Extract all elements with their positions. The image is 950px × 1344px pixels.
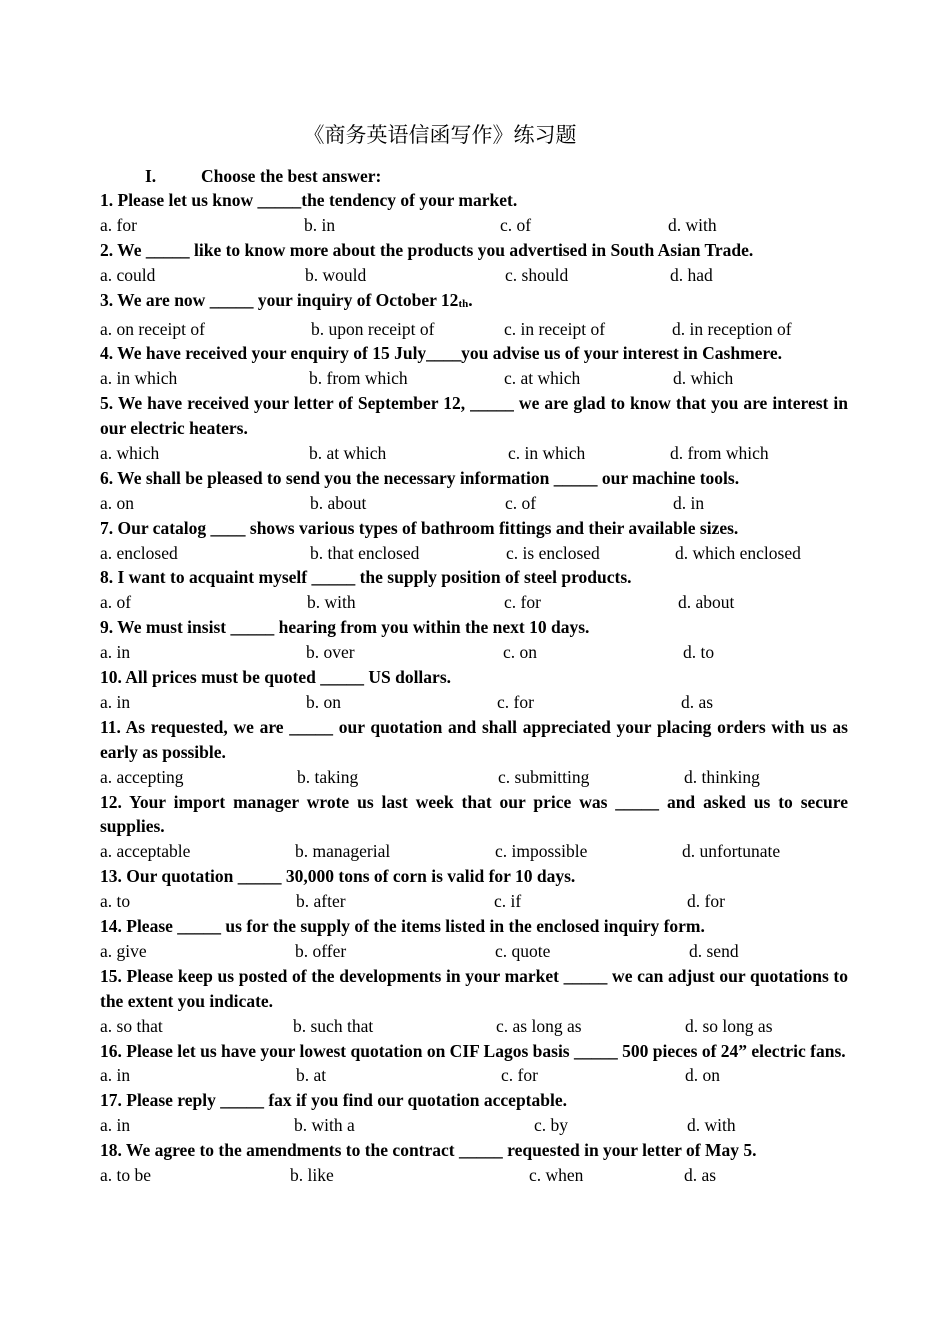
question-text: 10. All prices must be quoted _____ US dollars. <box>100 667 451 688</box>
answer-option-c[interactable]: c. submitting <box>498 766 590 787</box>
answer-option-a[interactable]: a. in <box>100 1115 131 1136</box>
question-text: 14. Please _____ us for the supply of the items listed in the enclosed inquiry form. <box>100 916 705 937</box>
answer-option-d[interactable]: d. which <box>673 368 734 389</box>
answer-option-a[interactable]: a. in <box>100 691 131 712</box>
options-row <box>100 366 848 391</box>
answer-option-a[interactable]: a. for <box>100 214 137 235</box>
answer-option-d[interactable]: d. send <box>689 940 739 961</box>
answer-option-c[interactable]: c. is enclosed <box>506 542 600 563</box>
options-row <box>100 1063 848 1088</box>
question-text: 18. We agree to the amendments to the contract _____ requested in your letter of May 5. <box>100 1140 757 1161</box>
page-title: 《商务英语信函写作》练习题 <box>303 123 577 147</box>
question-text: 9. We must insist _____ hearing from you within the next 10 days. <box>100 617 590 638</box>
question-7 <box>100 516 848 541</box>
question-8 <box>100 565 848 590</box>
answer-option-d[interactable]: d. thinking <box>684 766 760 787</box>
question-9 <box>100 615 848 640</box>
answer-option-d[interactable]: d. as <box>681 691 714 712</box>
answer-option-d[interactable]: d. for <box>687 891 725 912</box>
answer-option-b[interactable]: b. on <box>306 691 341 712</box>
question-14 <box>100 914 848 939</box>
question-17 <box>100 1088 848 1113</box>
question-list <box>100 188 848 1188</box>
answer-option-d[interactable]: d. about <box>678 592 735 613</box>
question-text: 6. We shall be pleased to send you the necessary information _____ our machine tools. <box>100 467 740 488</box>
answer-option-a[interactable]: a. in <box>100 1065 131 1086</box>
options-row <box>100 1014 848 1039</box>
answer-option-a[interactable]: a. enclosed <box>100 542 178 563</box>
answer-option-d[interactable]: d. on <box>685 1065 720 1086</box>
question-16 <box>100 1039 848 1064</box>
answer-option-d[interactable]: d. had <box>670 264 713 285</box>
question-text: 7. Our catalog ____ shows various types of bathroom fittings and their available sizes. <box>100 517 739 538</box>
answer-option-c[interactable]: c. impossible <box>495 841 588 862</box>
answer-option-c[interactable]: c. when <box>529 1165 584 1186</box>
answer-option-c[interactable]: c. by <box>534 1115 569 1136</box>
answer-option-b[interactable]: b. offer <box>295 940 347 961</box>
question-text: 12. Your import manager wrote us last week that our price was _____ and asked us to secure supplies. <box>100 791 848 837</box>
question-text: 15. Please keep us posted of the developments in your market _____ we can adjust our quotations to the extent you indicate. <box>100 965 848 1011</box>
question-tail: . <box>468 289 473 310</box>
options-row <box>100 213 848 238</box>
ordinal-suffix: th <box>458 297 469 310</box>
answer-option-a[interactable]: a. acceptable <box>100 841 191 862</box>
question-text: 16. Please let us have your lowest quotation on CIF Lagos basis _____ 500 pieces of 24” electric fans. <box>100 1040 846 1061</box>
answer-option-c[interactable]: c. for <box>501 1065 538 1086</box>
answer-option-b[interactable]: b. like <box>290 1165 334 1186</box>
question-text: 2. We _____ like to know more about the products you advertised in South Asian Trade. <box>100 239 754 260</box>
answer-option-d[interactable]: d. with <box>668 214 717 235</box>
options-row <box>100 1163 848 1188</box>
answer-option-b[interactable]: b. managerial <box>295 841 391 862</box>
answer-option-d[interactable]: d. to <box>683 642 715 663</box>
options-row <box>100 889 848 914</box>
answer-option-a[interactable]: a. give <box>100 940 147 961</box>
answer-option-a[interactable]: a. accepting <box>100 766 184 787</box>
answer-option-b[interactable]: b. over <box>306 642 355 663</box>
answer-option-b[interactable]: b. in <box>304 214 336 235</box>
section-label: Choose the best answer: <box>201 166 382 186</box>
answer-option-a[interactable]: a. to <box>100 891 131 912</box>
question-6 <box>100 466 848 491</box>
answer-option-d[interactable]: d. from which <box>670 443 769 463</box>
question-12 <box>100 790 848 840</box>
question-text: 8. I want to acquaint myself _____ the supply position of steel products. <box>100 567 632 588</box>
question-15 <box>100 964 848 1014</box>
answer-option-a[interactable]: a. in which <box>100 368 178 389</box>
question-5 <box>100 391 848 441</box>
section-heading <box>145 165 381 187</box>
options-row <box>100 541 848 566</box>
answer-option-c[interactable]: c. for <box>504 592 541 613</box>
answer-option-a[interactable]: a. in <box>100 642 131 663</box>
options-row <box>100 1113 848 1138</box>
question-text: 3. We are now _____ your inquiry of October 12 <box>100 289 459 310</box>
answer-option-d[interactable]: d. with <box>687 1115 736 1136</box>
options-row <box>100 765 848 790</box>
question-3 <box>100 288 848 317</box>
answer-option-d[interactable]: d. in reception of <box>672 318 792 339</box>
question-text: 4. We have received your enquiry of 15 July____you advise us of your interest in Cashmere. <box>100 343 783 364</box>
answer-option-a[interactable]: a. to be <box>100 1165 152 1186</box>
question-text: 1. Please let us know _____the tendency of your market. <box>100 190 518 210</box>
answer-option-c[interactable]: c. at which <box>504 368 581 389</box>
question-10 <box>100 665 848 690</box>
answer-option-b[interactable]: b. upon receipt of <box>311 318 435 339</box>
question-text: 5. We have received your letter of September 12, _____ we are glad to know that you are interest in our electric heaters. <box>100 393 848 439</box>
answer-option-d[interactable]: d. as <box>684 1165 717 1186</box>
answer-option-b[interactable]: b. with <box>307 592 356 613</box>
answer-option-b[interactable]: b. would <box>305 264 367 285</box>
answer-option-d[interactable]: d. which enclosed <box>675 542 801 563</box>
answer-option-b[interactable]: b. at which <box>309 443 387 463</box>
answer-option-d[interactable]: d. unfortunate <box>682 841 781 862</box>
answer-option-b[interactable]: b. about <box>310 492 367 513</box>
question-13 <box>100 864 848 889</box>
answer-option-c[interactable]: c. of <box>505 492 537 513</box>
answer-option-b[interactable]: b. at <box>296 1065 327 1086</box>
question-11 <box>100 715 848 765</box>
answer-option-a[interactable]: a. could <box>100 264 156 285</box>
options-row <box>100 263 848 288</box>
answer-option-c[interactable]: c. for <box>497 691 534 712</box>
answer-option-c[interactable]: c. in receipt of <box>504 318 606 339</box>
answer-option-c[interactable]: c. of <box>500 214 532 235</box>
answer-option-a[interactable]: a. of <box>100 592 132 613</box>
question-1 <box>100 188 848 213</box>
options-row <box>100 839 848 864</box>
answer-option-b[interactable]: b. after <box>296 891 346 912</box>
answer-option-c[interactable]: c. as long as <box>496 1015 582 1036</box>
options-row <box>100 491 848 516</box>
question-text: 11. As requested, we are _____ our quotation and shall appreciated your placing orders with us as early as possible. <box>100 716 848 762</box>
question-text: 17. Please reply _____ fax if you find our quotation acceptable. <box>100 1090 567 1111</box>
answer-option-b[interactable]: b. from which <box>309 368 408 389</box>
answer-option-a[interactable]: a. which <box>100 443 160 463</box>
answer-option-b[interactable]: b. taking <box>297 766 359 787</box>
options-row <box>100 939 848 964</box>
options-row <box>100 441 848 466</box>
options-row <box>100 640 848 665</box>
answer-option-a[interactable]: a. on receipt of <box>100 318 205 339</box>
answer-option-a[interactable]: a. on <box>100 492 135 513</box>
question-4 <box>100 341 848 366</box>
section-number: I. <box>145 166 157 186</box>
options-row <box>100 317 848 342</box>
answer-option-a[interactable]: a. so that <box>100 1015 163 1036</box>
answer-option-c[interactable]: c. on <box>503 642 538 663</box>
question-text: 13. Our quotation _____ 30,000 tons of corn is valid for 10 days. <box>100 866 576 887</box>
answer-option-c[interactable]: c. if <box>494 891 522 912</box>
answer-option-b[interactable]: b. that enclosed <box>310 542 420 563</box>
answer-option-d[interactable]: d. in <box>673 492 705 513</box>
answer-option-b[interactable]: b. such that <box>293 1015 374 1036</box>
answer-option-d[interactable]: d. so long as <box>685 1015 773 1036</box>
question-18 <box>100 1138 848 1163</box>
question-2 <box>100 238 848 263</box>
options-row <box>100 590 848 615</box>
answer-option-c[interactable]: c. quote <box>495 940 551 961</box>
answer-option-b[interactable]: b. with a <box>294 1115 355 1136</box>
options-row <box>100 690 848 715</box>
answer-option-c[interactable]: c. should <box>505 264 569 285</box>
answer-option-c[interactable]: c. in which <box>508 443 586 463</box>
